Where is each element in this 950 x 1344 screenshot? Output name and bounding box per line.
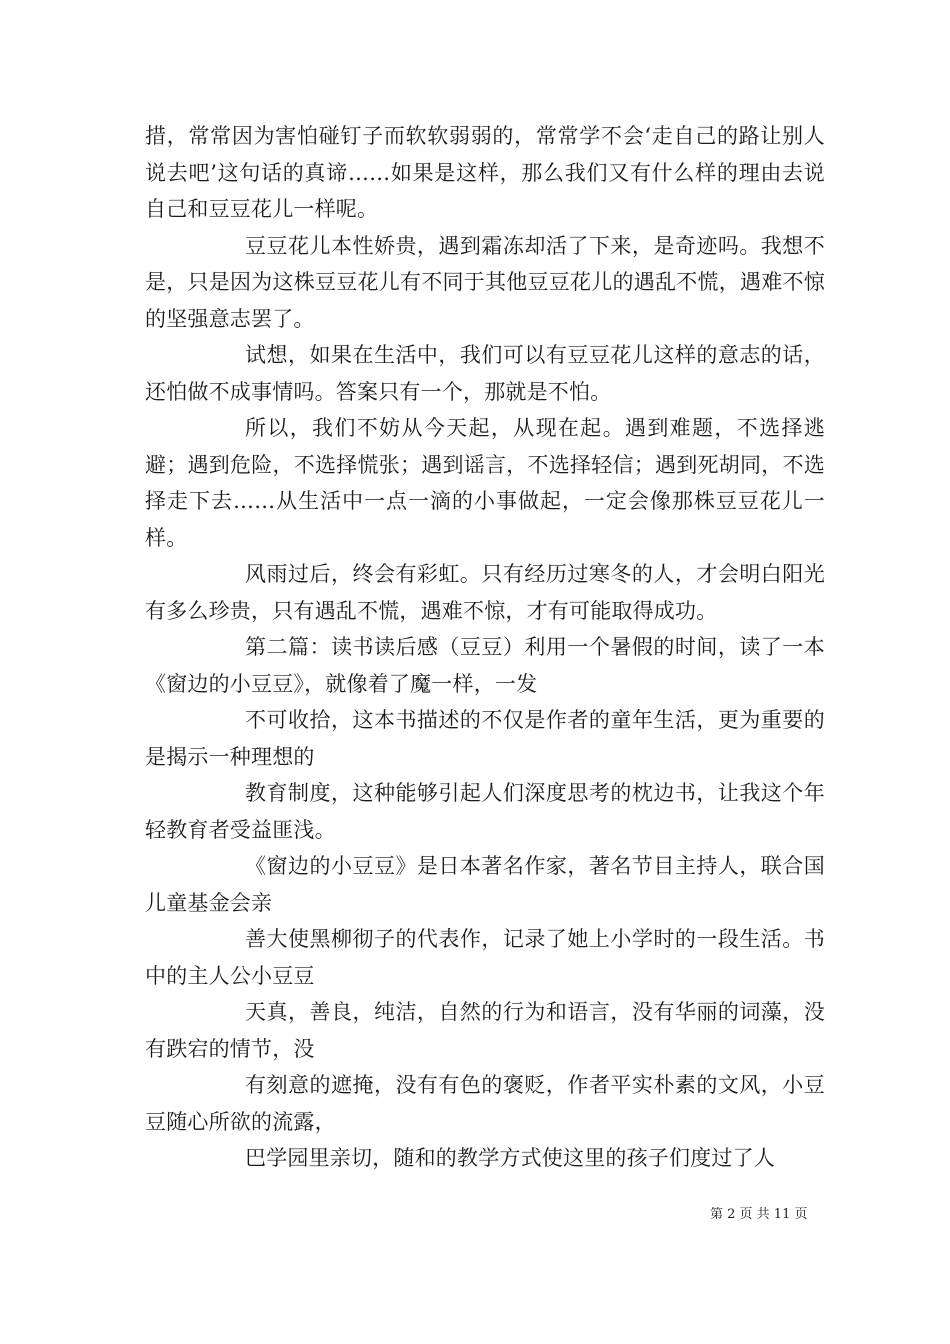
paragraph-7: 不可收拾，这本书描述的不仅是作者的童年生活，更为重要的是揭示一种理想的: [145, 708, 825, 769]
page-footer: 第 2 页 共 11 页: [710, 1207, 808, 1222]
paragraph-10: 善大使黑柳彻子的代表作，记录了她上小学时的一段生活。书中的主人公小豆豆: [145, 927, 825, 988]
paragraph-3: 试想，如果在生活中，我们可以有豆豆花儿这样的意志的话，还怕做不成事情吗。答案只有一个，那就是不怕。: [145, 343, 825, 404]
paragraph-8: 教育制度，这种能够引起人们深度思考的枕边书，让我这个年轻教育者受益匪浅。: [145, 781, 825, 842]
paragraph-13: 巴学园里亲切，随和的教学方式使这里的孩子们度过了人: [245, 1146, 775, 1170]
paragraph-12: 有刻意的遮掩，没有有色的褒贬，作者平实朴素的文风，小豆豆随心所欲的流露，: [145, 1073, 825, 1134]
paragraph-5: 风雨过后，终会有彩虹。只有经历过寒冬的人，才会明白阳光有多么珍贵，只有遇乱不慌，遇难不惊，才有可能取得成功。: [145, 562, 825, 623]
paragraph-6: 第二篇：读书读后感（豆豆）利用一个暑假的时间，读了一本《窗边的小豆豆》，就像着了魔一样，一发: [145, 635, 825, 696]
paragraph-1: 措，常常因为害怕碰钉子而软软弱弱的，常常学不会‘走自己的路让别人说去吧’这句话的真谛……如果是这样，那么我们又有什么样的理由去说自己和豆豆花儿一样呢。: [145, 124, 825, 221]
paragraph-9: 《窗边的小豆豆》是日本著名作家，著名节目主持人，联合国儿童基金会亲: [145, 854, 825, 915]
paragraph-11: 天真，善良，纯洁，自然的行为和语言，没有华丽的词藻，没有跌宕的情节，没: [145, 1000, 825, 1061]
paragraph-4: 所以，我们不妨从今天起，从现在起。遇到难题，不选择逃避；遇到危险，不选择慌张；遇到谣言，不选择轻信；遇到死胡同，不选择走下去……从生活中一点一滴的小事做起，一定会像那株豆豆花儿一样。: [145, 416, 825, 550]
document-body: [145, 118, 825, 1177]
paragraph-2: 豆豆花儿本性娇贵，遇到霜冻却活了下来，是奇迹吗。我想不是，只是因为这株豆豆花儿有不同于其他豆豆花儿的遇乱不慌，遇难不惊的坚强意志罢了。: [145, 233, 825, 331]
